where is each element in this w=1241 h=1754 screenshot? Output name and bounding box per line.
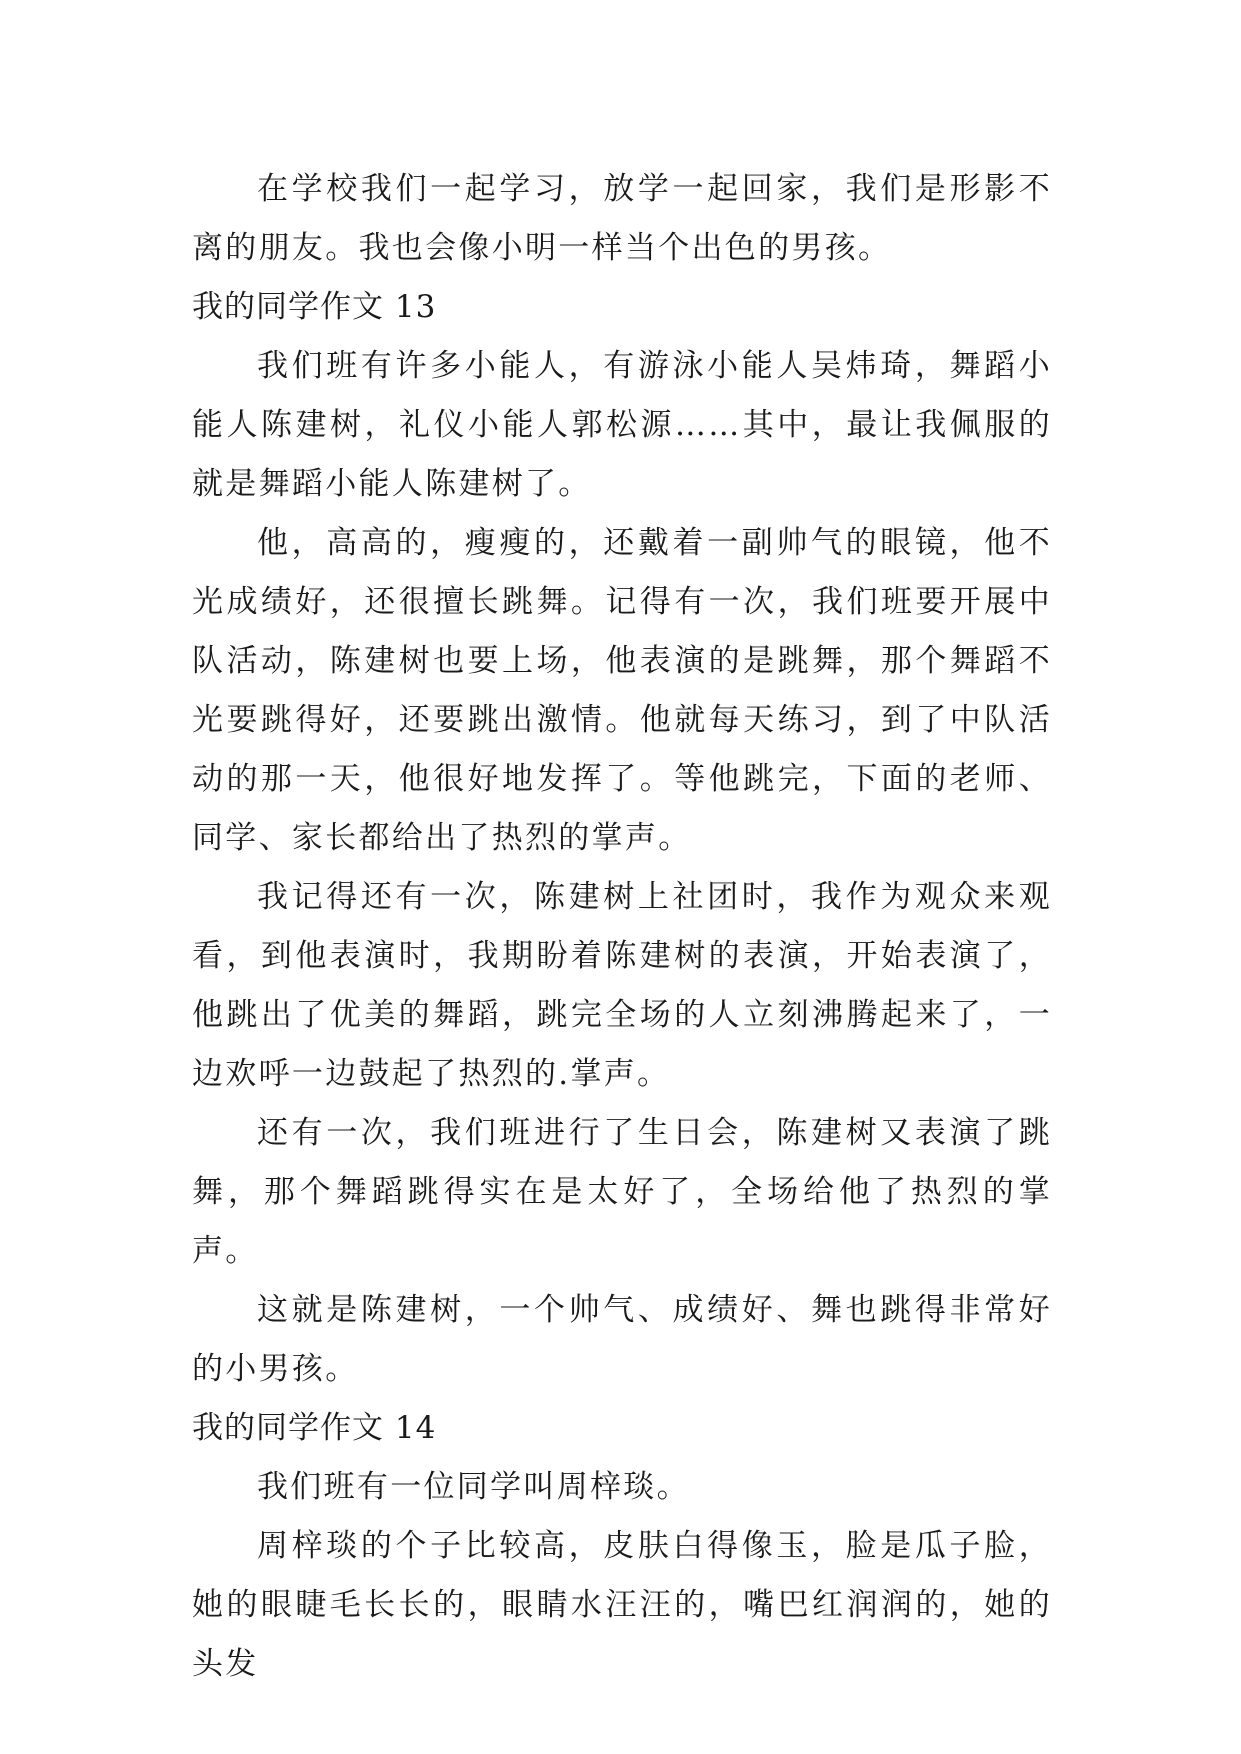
paragraph: 在学校我们一起学习，放学一起回家，我们是形影不离的朋友。我也会像小明一样当个出色的男孩。 xyxy=(192,171,1052,266)
paragraph: 还有一次，我们班进行了生日会，陈建树又表演了跳舞，那个舞蹈跳得实在是太好了，全场给他了热烈的掌声。 xyxy=(192,1115,1052,1269)
section-heading: 我的同学作文 14 xyxy=(192,1410,437,1446)
section-heading: 我的同学作文 13 xyxy=(192,289,437,325)
paragraph: 我们班有一位同学叫周梓琰。 xyxy=(257,1469,690,1505)
paragraph: 周梓琰的个子比较高，皮肤白得像玉，脸是瓜子脸，她的眼睫毛长长的，眼睛水汪汪的，嘴巴红润润的，她的头发 xyxy=(192,1528,1052,1682)
paragraph: 我记得还有一次，陈建树上社团时，我作为观众来观看，到他表演时，我期盼着陈建树的表演，开始表演了，他跳出了优美的舞蹈，跳完全场的人立刻沸腾起来了，一边欢呼一边鼓起了热烈的.掌声。 xyxy=(192,879,1052,1092)
paragraph: 我们班有许多小能人，有游泳小能人吴炜琦，舞蹈小能人陈建树，礼仪小能人郭松源……其中，最让我佩服的就是舞蹈小能人陈建树了。 xyxy=(192,348,1052,502)
paragraph: 他，高高的，瘦瘦的，还戴着一副帅气的眼镜，他不光成绩好，还很擅长跳舞。记得有一次，我们班要开展中队活动，陈建树也要上场，他表演的是跳舞，那个舞蹈不光要跳得好，还要跳出激情。他就每天练习，到了中队活动的那一天，他很好地发挥了。等他跳完，下面的老师、同学、家长都给出了热烈的掌声。 xyxy=(192,525,1052,856)
paragraph: 这就是陈建树，一个帅气、成绩好、舞也跳得非常好的小男孩。 xyxy=(192,1292,1052,1387)
document-body xyxy=(192,160,1052,1694)
